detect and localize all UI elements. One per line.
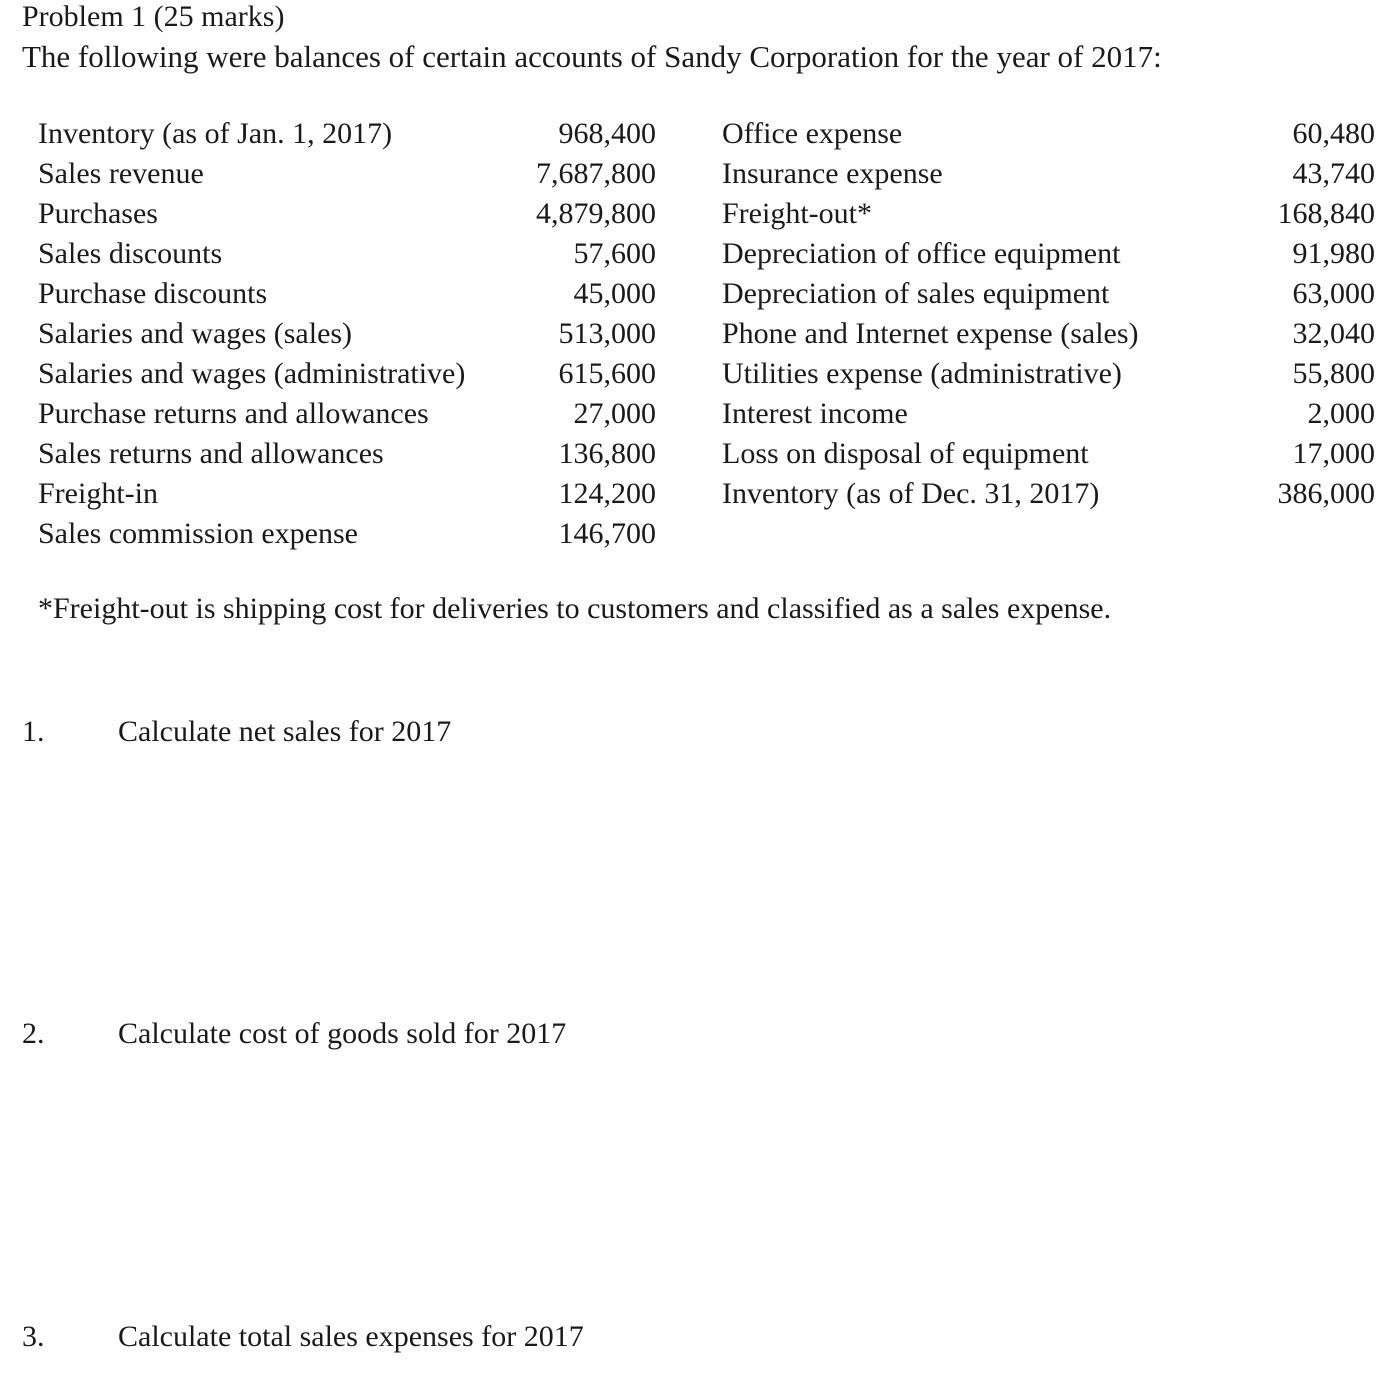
question-number: 1.: [22, 715, 45, 748]
account-amount: 146,700: [558, 517, 656, 550]
account-label: Depreciation of office equipment: [722, 237, 1121, 270]
account-label: Office expense: [722, 117, 903, 150]
account-label: Sales commission expense: [38, 517, 358, 550]
account-amount: 615,600: [558, 357, 656, 390]
account-amount: 168,840: [1277, 197, 1375, 230]
account-label: Purchase returns and allowances: [38, 397, 429, 430]
account-amount: 513,000: [558, 317, 656, 350]
account-label: Salaries and wages (sales): [38, 317, 353, 350]
freight-out-footnote: *Freight-out is shipping cost for deliveries to customers and classified as a sales expense.: [38, 592, 1112, 625]
account-amount: 45,000: [573, 277, 656, 310]
account-label: Sales returns and allowances: [38, 437, 384, 470]
account-label: Freight-out*: [722, 197, 872, 230]
account-amount: 91,980: [1292, 237, 1375, 270]
question-number: 3.: [22, 1320, 45, 1353]
account-label: Sales discounts: [38, 237, 223, 270]
account-label: Salaries and wages (administrative): [38, 357, 466, 390]
account-amount: 32,040: [1292, 317, 1375, 350]
account-amount: 57,600: [573, 237, 656, 270]
account-amount: 2,000: [1307, 397, 1375, 430]
account-label: Phone and Internet expense (sales): [722, 317, 1139, 350]
account-amount: 17,000: [1292, 437, 1375, 470]
account-amount: 27,000: [573, 397, 656, 430]
question-text: Calculate net sales for 2017: [118, 715, 452, 748]
account-amount: 55,800: [1292, 357, 1375, 390]
account-amount: 60,480: [1292, 117, 1375, 150]
question-text: Calculate cost of goods sold for 2017: [118, 1017, 567, 1050]
account-label: Sales revenue: [38, 157, 204, 190]
question-text: Calculate total sales expenses for 2017: [118, 1320, 584, 1353]
account-label: Insurance expense: [722, 157, 943, 190]
account-amount: 968,400: [558, 117, 656, 150]
account-label: Depreciation of sales equipment: [722, 277, 1110, 310]
account-amount: 124,200: [558, 477, 656, 510]
account-label: Interest income: [722, 397, 908, 430]
account-label: Loss on disposal of equipment: [722, 437, 1089, 470]
account-amount: 386,000: [1277, 477, 1375, 510]
account-amount: 7,687,800: [536, 157, 656, 190]
problem-title: Problem 1 (25 marks): [22, 0, 285, 33]
account-label: Freight-in: [38, 477, 158, 510]
account-amount: 136,800: [558, 437, 656, 470]
account-label: Purchase discounts: [38, 277, 268, 310]
account-label: Purchases: [38, 197, 158, 230]
account-amount: 63,000: [1292, 277, 1375, 310]
problem-intro: The following were balances of certain accounts of Sandy Corporation for the year of 2017:: [22, 39, 1162, 74]
account-amount: 4,879,800: [536, 197, 656, 230]
account-label: Utilities expense (administrative): [722, 357, 1122, 390]
account-label: Inventory (as of Jan. 1, 2017): [38, 117, 393, 150]
account-label: Inventory (as of Dec. 31, 2017): [722, 477, 1100, 510]
account-amount: 43,740: [1292, 157, 1375, 190]
question-number: 2.: [22, 1017, 45, 1050]
